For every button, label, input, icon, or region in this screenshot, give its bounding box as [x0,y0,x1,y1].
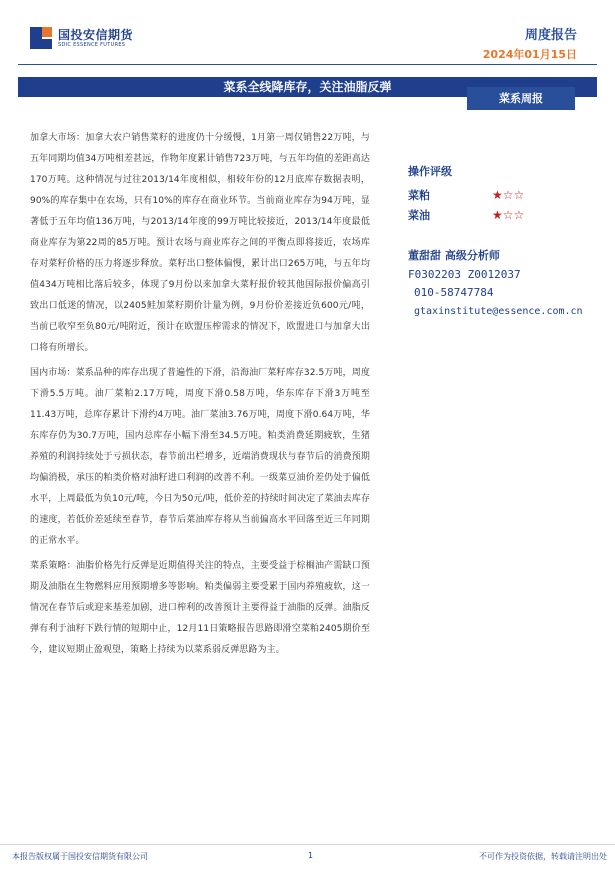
company-logo [30,27,133,49]
rating-row-rapeseed-meal [408,185,608,205]
logo-name-en: SDIC ESSENCE FUTURES [58,41,126,48]
rating-name: 菜油 [408,209,430,222]
footer-copyright: 本报告版权属于国投安信期货有限公司 [12,852,148,861]
report-date: 2024年01月15日 [482,48,577,61]
logo-icon [30,27,52,49]
paragraph-canada-market: 加拿大市场：加拿大农户销售菜籽的进度仍十分缓慢，1月第一周仅销售22万吨，与五年同期均值34万吨相差甚远，作物年度累计销售723万吨，与五年均值的差距高达170万吨。这种情况与过往2013/14年度相似，相较年份的12月底库存数据表明，90%的库存集中在农场，只有10%的库存在商业环节。当前商业库存为94万吨，显著低于五年均值136万吨，与2013/14年度的99万吨比较接近，2013/14年度最低商业库存为第22周的85万吨。预计农场与商业库存之间的平衡点即将接近，农场库存对菜籽价格的压力将逐步释放。菜籽出口整体偏慢，累计出口265万吨，与五年均值434万吨相比落后较多，体现了9月份以来加拿大菜籽报价较其他国际报价偏高引致出口低迷的情况，以2405鲑加菜籽期价计量为例，9月份价差接近负600元/吨，当前已收窄至负80元/吨附近，预计在欧盟压榨需求的情况下，欧盟进口与加拿大出口将有所增长。 [30,133,370,353]
analyst-email: gtaxinstitute@essence.com.cn [414,306,583,317]
rating-row-rapeseed-oil [408,205,608,225]
paragraph-domestic-market: 国内市场：菜系品种的库存出现了普遍性的下滑，沿海油厂菜籽库存32.5万吨，周度下滑5.5万吨。油厂菜粕2.17万吨，周度下滑0.58万吨，华东库存下滑3万吨至11.43万吨，总库存累计下滑约4万吨。油厂菜油3.76万吨，周度下滑0.64万吨，华东库存仍为30.7万吨，国内总库存小幅下滑至34.5万吨。粕类消费延期疲软，生猪养殖的利润持续处于亏损状态，春节前出栏增多，近端消费现状与春节后的消费预期均偏消极，承压的粕类价格对油籽进口利润的改善不利。一级菜豆油价差仍处于偏低水平，上周最低为负10元/吨，今日为50元/吨，低价差的持续时间决定了菜油去库存的速度，若低价差延续至春节，春节后菜油库存将从当前偏高水平回落至近三年同期的正常水平。 [30,368,370,546]
report-category-tab: 菜系周报 [467,87,575,110]
star-rating-icon: ★☆☆ [492,208,525,222]
header-divider [18,64,597,65]
rating-heading: 操作评级 [408,165,452,178]
footer-divider [0,844,615,845]
paragraph-strategy: 菜系策略：油脂价格先行反弹是近期值得关注的特点，主要受益于棕榈油产需缺口预期及油脂在生物燃料应用预期增多等影响。粕类偏弱主要受累于国内养殖疲软，这一情况在春节后或迎来基差加剧，进口榨利的改善预计主要得益于油脂的反弹。油脂反弹有利于油籽下跌行情的短期中止，12月11日策略报告思路即滑空菜粕2405期价至今，建议短期止盈观望，策略上持续为以菜系弱反弹思路为主。 [30,561,370,655]
analyst-phone: 010-58747784 [414,286,494,299]
report-body [30,128,370,665]
star-rating-icon: ★☆☆ [492,188,525,202]
analyst-name: 董甜甜 高级分析师 [408,249,500,262]
analyst-cert-numbers: F0302203 Z0012037 [408,268,521,281]
rating-name: 菜粕 [408,189,430,202]
logo-name-cn: 国投安信期货 [58,27,134,42]
report-title: 菜系全线降库存，关注油脂反弹 [223,80,392,94]
page-number: 1 [308,851,314,860]
sidebar [408,163,608,317]
footer-disclaimer: 不可作为投资依据，转载请注明出处 [479,852,607,861]
report-type: 周度报告 [524,28,577,43]
